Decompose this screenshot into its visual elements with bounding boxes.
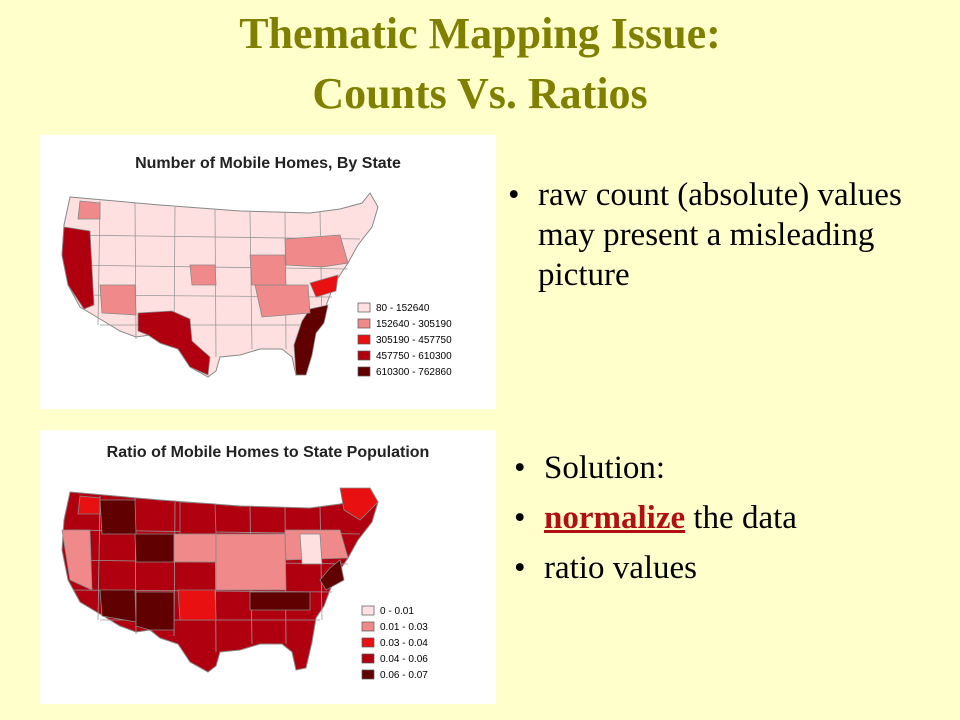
bullets-bottom: [514, 448, 934, 598]
counts-legend-label-1: 80 - 152640: [376, 303, 430, 314]
slide-title: [0, 4, 960, 124]
counts-legend-label-4: 457750 - 610300: [376, 351, 452, 362]
counts-map-graphic: [40, 135, 496, 409]
counts-map-figure: [40, 135, 496, 409]
bullet-raw-count: • raw count (absolute) values may present a misleading picture: [508, 175, 928, 295]
counts-legend-label-3: 305190 - 457750: [376, 335, 452, 346]
ratio-legend-label-4: 0.04 - 0.06: [380, 654, 428, 665]
ratio-map-title: Ratio of Mobile Homes to State Population: [106, 444, 430, 461]
counts-map-title: Number of Mobile Homes, By State: [135, 155, 401, 172]
ratio-legend-label-3: 0.03 - 0.04: [380, 638, 428, 649]
ratio-map-graphic: [40, 430, 496, 704]
bullets-top: [508, 175, 928, 295]
ratio-legend-label-5: 0.06 - 0.07: [380, 670, 428, 681]
ratio-legend-label-1: 0 - 0.01: [380, 606, 414, 617]
counts-legend: [358, 303, 452, 378]
counts-legend-label-5: 610300 - 762860: [376, 367, 452, 378]
ratio-legend: [362, 606, 428, 681]
normalize-rest: the data: [685, 500, 797, 536]
bullet-solution: • Solution:: [514, 448, 934, 488]
title-line-1: Thematic Mapping Issue:: [239, 9, 721, 58]
ratio-map-figure: [40, 430, 496, 704]
title-line-2: Counts Vs. Ratios: [312, 69, 648, 118]
counts-legend-label-2: 152640 - 305190: [376, 319, 452, 330]
normalize-keyword: normalize: [544, 500, 686, 536]
bullet-ratio-values: • ratio values: [514, 548, 934, 588]
bullet-normalize: [514, 498, 934, 538]
ratio-legend-label-2: 0.01 - 0.03: [380, 622, 428, 633]
